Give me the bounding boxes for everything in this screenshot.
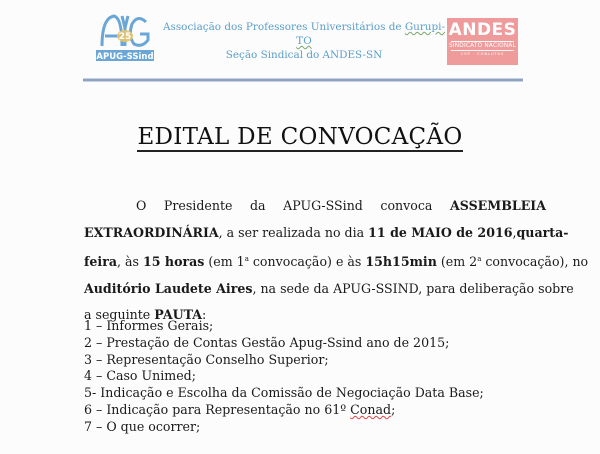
agenda-item: 5- Indicação e Escolha da Comissão de Negociação Data Base; — [84, 385, 484, 401]
andes-logo-subtitle: SINDICATO NACIONAL — [448, 43, 517, 49]
header-organization-text — [160, 20, 448, 62]
convocation-paragraph — [84, 193, 589, 329]
second-call-time: 15h15min — [365, 254, 437, 269]
svg-text:25: 25 — [118, 32, 132, 42]
andes-logo — [447, 18, 518, 65]
andes-logo-name: ANDES — [448, 20, 517, 40]
header-line-2: Seção Sindical do ANDES-SN — [225, 49, 383, 61]
agenda-item: 6 – Indicação para Representação no 61º Conad; — [84, 401, 396, 417]
andes-logo-tagline: CSP · CONLUTAS — [460, 52, 505, 56]
header-divider — [83, 78, 523, 82]
assembly-type: ASSEMBLEIA — [449, 198, 546, 213]
andes-logo-rule — [451, 41, 514, 42]
first-call-time: 15 horas — [143, 254, 205, 269]
meeting-location: Auditório Laudete Aires — [84, 280, 253, 296]
agenda-list — [84, 318, 554, 436]
andes-logo-rule — [451, 50, 514, 51]
header-city: Gurupi-TO — [296, 21, 445, 47]
agenda-item: 3 – Representação Conselho Superior; — [84, 351, 329, 367]
agenda-item: 2 – Prestação de Contas Gestão Apug-Ssind ano de 2015; — [84, 334, 450, 350]
header-line-1: Associação dos Professores Universitários de Gurupi-TO — [163, 21, 445, 47]
paragraph-line-1: O Presidente da APUG-SSind convoca ASSEMBLEIA — [84, 193, 546, 220]
agenda-item: 7 – O que ocorrer; — [84, 418, 201, 434]
paragraph-line-5: a seguinte PAUTA: — [84, 307, 207, 322]
meeting-date: 11 de MAIO de 2016 — [368, 224, 513, 240]
apug-logo-icon — [94, 10, 156, 64]
apug-ssind-logo — [94, 10, 156, 64]
spellcheck-word: Conad — [350, 401, 392, 417]
page-title: EDITAL DE CONVOCAÇÃO — [137, 124, 463, 150]
paragraph-line-4: Auditório Laudete Aires, na sede da APUG-SSIND, para deliberação sobre — [84, 280, 574, 296]
paragraph-line-3: feira, às 15 horas (em 1$^a$ convocação) e às 15h15min (em 2$^a$ convocação), no — [84, 254, 589, 269]
agenda-item: 1 – Informes Gerais; — [84, 318, 214, 333]
svg-text:APUG-SSind: APUG-SSind — [96, 52, 154, 62]
paragraph-line-2: EXTRAORDINÁRIA, a ser realizada no dia 11 de MAIO de 2016, quarta- — [84, 224, 569, 240]
agenda-item: 4 – Caso Unimed; — [84, 368, 196, 384]
pauta-label: PAUTA — [154, 307, 203, 322]
